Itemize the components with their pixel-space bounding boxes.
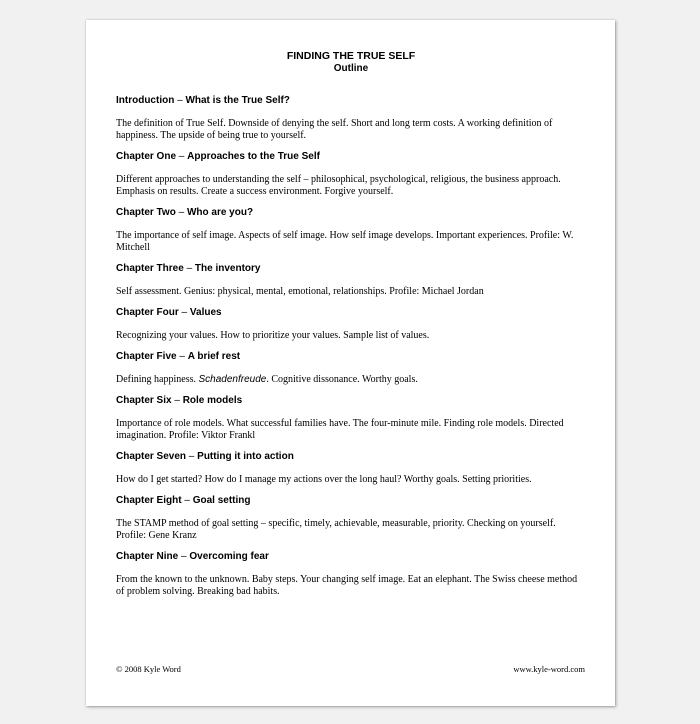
- section-chapter-six: [116, 395, 586, 442]
- section-prefix: Chapter Seven: [116, 451, 187, 462]
- section-name: Who are you?: [186, 207, 254, 218]
- section-separator: –: [176, 351, 188, 362]
- section-introduction: [116, 95, 586, 142]
- section-body-text: Defining happiness.: [116, 374, 199, 385]
- document-footer: [116, 664, 585, 674]
- section-name: What is the True Self?: [185, 95, 290, 106]
- section-separator: –: [178, 551, 190, 562]
- section-prefix: Introduction: [116, 95, 175, 106]
- section-body: How do I get started? How do I manage my actions over the long haul? Worthy goals. Setting priorities.: [116, 474, 532, 485]
- section-chapter-eight: [116, 495, 586, 542]
- document-page: [86, 20, 615, 706]
- section-name: Values: [189, 307, 222, 318]
- section-separator: –: [186, 451, 198, 462]
- footer-website: www.kyle-word.com: [513, 664, 585, 674]
- section-separator: –: [175, 207, 187, 218]
- section-body-emphasis: Schadenfreude: [198, 374, 267, 385]
- section-body: Importance of role models. What successful families have. The four-minute mile. Finding role models. Directed imagination. Profile: Viktor Frankl: [116, 418, 564, 441]
- section-separator: –: [174, 95, 186, 106]
- section-body-text: . Cognitive dissonance. Worthy goals.: [266, 374, 418, 385]
- document-content: [116, 50, 586, 607]
- section-prefix: Chapter Six: [116, 395, 172, 406]
- section-body: [116, 374, 586, 386]
- section-name: Putting it into action: [197, 451, 294, 462]
- section-name: Overcoming fear: [189, 551, 269, 562]
- section-body: Self assessment. Genius: physical, mental, emotional, relationships. Profile: Michael Jordan: [116, 286, 484, 297]
- section-name: Goal setting: [192, 495, 251, 506]
- section-chapter-four: [116, 307, 586, 342]
- section-chapter-two: [116, 207, 586, 254]
- section-heading: [116, 395, 586, 407]
- section-heading: [116, 207, 586, 219]
- section-separator: –: [178, 307, 190, 318]
- document-title: FINDING THE TRUE SELF: [286, 50, 416, 62]
- section-separator: –: [176, 151, 188, 162]
- section-separator: –: [171, 395, 183, 406]
- section-name: A brief rest: [187, 351, 241, 362]
- section-prefix: Chapter Three: [116, 263, 184, 274]
- section-name: The inventory: [194, 263, 261, 274]
- document-subtitle: Outline: [333, 63, 369, 74]
- section-heading: [116, 351, 586, 363]
- section-separator: –: [183, 263, 195, 274]
- section-body: From the known to the unknown. Baby steps. Your changing self image. Eat an elephant. The Swiss cheese method of problem solving. Breaking bad habits.: [116, 574, 578, 597]
- section-prefix: Chapter Two: [116, 207, 176, 218]
- section-heading: [116, 451, 586, 463]
- section-heading: [116, 95, 586, 107]
- section-chapter-nine: [116, 551, 586, 598]
- section-chapter-five: [116, 351, 586, 386]
- section-prefix: Chapter One: [116, 151, 177, 162]
- section-heading: [116, 551, 586, 563]
- section-prefix: Chapter Nine: [116, 551, 179, 562]
- section-prefix: Chapter Eight: [116, 495, 182, 506]
- section-chapter-three: [116, 263, 586, 298]
- footer-copyright: © 2008 Kyle Word: [116, 664, 181, 674]
- section-separator: –: [181, 495, 193, 506]
- section-chapter-one: [116, 151, 586, 198]
- section-heading: [116, 151, 586, 163]
- section-heading: [116, 307, 586, 319]
- section-chapter-seven: [116, 451, 586, 486]
- section-prefix: Chapter Five: [116, 351, 177, 362]
- section-body: Recognizing your values. How to prioritize your values. Sample list of values.: [116, 330, 430, 341]
- section-body: The importance of self image. Aspects of self image. How self image develops. Important experiences. Profile: W. Mitchell: [116, 230, 574, 253]
- section-body: Different approaches to understanding the self – philosophical, psychological, religious, the business approach. Emphasis on results. Create a success environment. Forgive yourself.: [116, 174, 561, 197]
- section-prefix: Chapter Four: [116, 307, 179, 318]
- section-body: The STAMP method of goal setting – specific, timely, achievable, measurable, priority. Checking on yourself. Profile: Gene Kranz: [116, 518, 556, 541]
- section-name: Role models: [182, 395, 243, 406]
- section-name: Approaches to the True Self: [187, 151, 320, 162]
- section-body: The definition of True Self. Downside of denying the self. Short and long term costs. A working definition of happiness. The upside of being true to yourself.: [116, 118, 553, 141]
- section-heading: [116, 495, 586, 507]
- section-heading: [116, 263, 586, 275]
